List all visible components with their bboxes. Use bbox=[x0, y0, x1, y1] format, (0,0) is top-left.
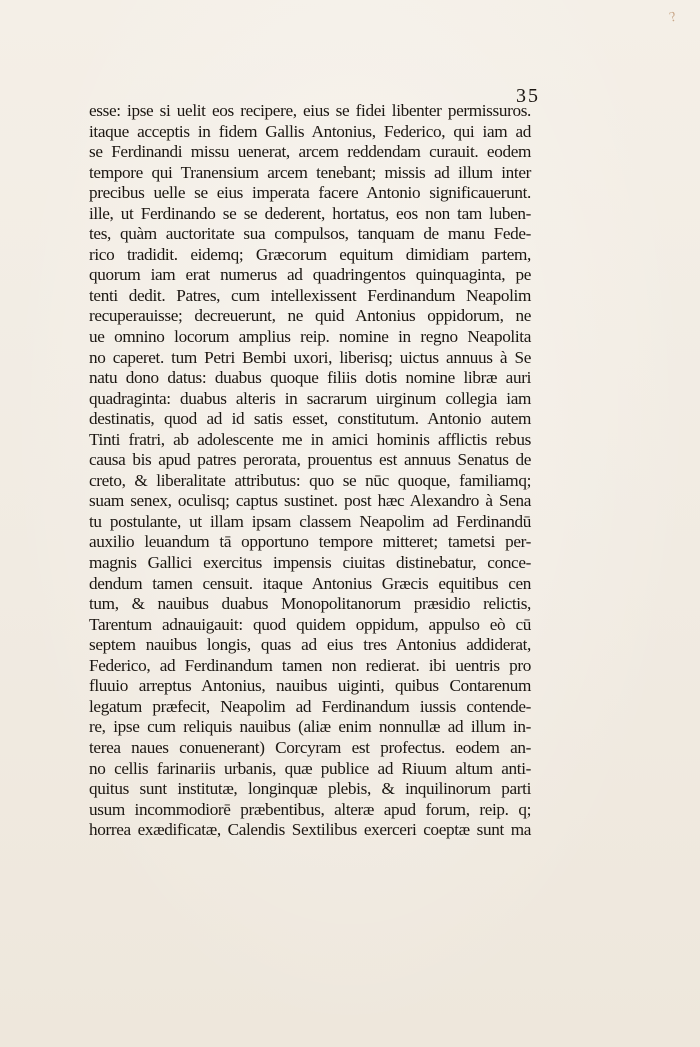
text-line: ue omnino locorum amplius reip. nomine in regno Neapolita bbox=[89, 327, 531, 347]
text-line: tu postulante, ut illam ipsam classem Neapolim ad Ferdinandū bbox=[89, 511, 531, 531]
text-line: quadraginta: duabus alteris in sacrarum uirginum collegia iam bbox=[89, 388, 531, 408]
text-line: quorum iam erat numerus ad quadringentos quinquaginta, pe bbox=[89, 265, 531, 285]
text-line: magnis Gallici exercitus impensis ciuitas distinebatur, conce- bbox=[89, 553, 531, 573]
text-line: ille, ut Ferdinando se se dederent, hortatus, eos non tam luben- bbox=[89, 203, 531, 223]
text-line: rico tradidit. eidemq; Græcorum equitum dimidiam partem, bbox=[89, 244, 531, 264]
text-line: recuperauisse; decreuerunt, ne quid Antonius oppidorum, ne bbox=[89, 306, 531, 326]
text-line: tum, & nauibus duabus Monopolitanorum præsidio relictis, bbox=[89, 594, 531, 614]
text-line: legatum præfecit, Neapolim ad Ferdinandum iussis contende- bbox=[89, 696, 531, 716]
text-line: se Ferdinandi missu uenerat, arcem reddendam curauit. eodem bbox=[89, 142, 531, 162]
corner-ink-mark: ? bbox=[667, 9, 678, 26]
text-line: tes, quàm auctoritate sua compulsos, tanquam de manu Fede- bbox=[89, 224, 531, 244]
text-line: natu dono datus: duabus quoque filiis dotis nomine libræ auri bbox=[89, 368, 531, 388]
text-line: Tinti fratri, ab adolescente me in amici hominis afflictis rebus bbox=[89, 429, 531, 449]
text-line: auxilio leuandum tā opportuno tempore mitteret; tametsi per- bbox=[89, 532, 531, 552]
text-line: causa bis apud patres perorata, prouentus est annuus Senatus de bbox=[89, 450, 531, 470]
text-line: no caperet. tum Petri Bembi uxori, liberisq; uictus annuus à Se bbox=[89, 347, 531, 367]
text-line: Federico, ad Ferdinandum tamen non redierat. ibi uentris pro bbox=[89, 655, 531, 675]
page-number: 35 bbox=[516, 85, 540, 107]
body-text bbox=[89, 101, 531, 841]
text-line: itaque acceptis in fidem Gallis Antonius, Federico, qui iam ad bbox=[89, 121, 531, 141]
text-line: precibus uelle se eius imperata facere Antonio significauerunt. bbox=[89, 183, 531, 203]
text-line: terea naues conuenerant) Corcyram est profectus. eodem an- bbox=[89, 737, 531, 757]
text-line: creto, & liberalitate attributus: quo se nūc quoque, familiamq; bbox=[89, 470, 531, 490]
text-line: fluuio arreptus Antonius, nauibus uiginti, quibus Contarenum bbox=[89, 676, 531, 696]
text-line: no cellis farinariis urbanis, quæ publice ad Riuum altum anti- bbox=[89, 758, 531, 778]
text-line: Tarentum adnauigauit: quod quidem oppidum, appulso eò cū bbox=[89, 614, 531, 634]
text-line: quitus sunt institutæ, longinquæ plebis, & inquilinorum parti bbox=[89, 779, 531, 799]
text-line: usum incommodiorē præbentibus, alteræ apud forum, reip. q; bbox=[89, 799, 531, 819]
text-line: tenti dedit. Patres, cum intellexissent Ferdinandum Neapolim bbox=[89, 285, 531, 305]
text-line: tempore qui Tranensium arcem tenebant; missis ad illum inter bbox=[89, 162, 531, 182]
text-line: suam senex, oculisq; captus sustinet. post hæc Alexandro à Sena bbox=[89, 491, 531, 511]
text-line: septem nauibus longis, quas ad eius tres Antonius addiderat, bbox=[89, 635, 531, 655]
text-line: dendum tamen censuit. itaque Antonius Græcis equitibus cen bbox=[89, 573, 531, 593]
text-line: destinatis, quod ad id satis esset, constitutum. Antonio autem bbox=[89, 409, 531, 429]
text-line: horrea exædificatæ, Calendis Sextilibus exerceri coeptæ sunt ma bbox=[89, 820, 531, 840]
text-line: esse: ipse si uelit eos recipere, eius se fidei libenter permissuros. bbox=[89, 101, 531, 120]
text-line: re, ipse cum reliquis nauibus (aliæ enim nonnullæ ad illum in- bbox=[89, 717, 531, 737]
